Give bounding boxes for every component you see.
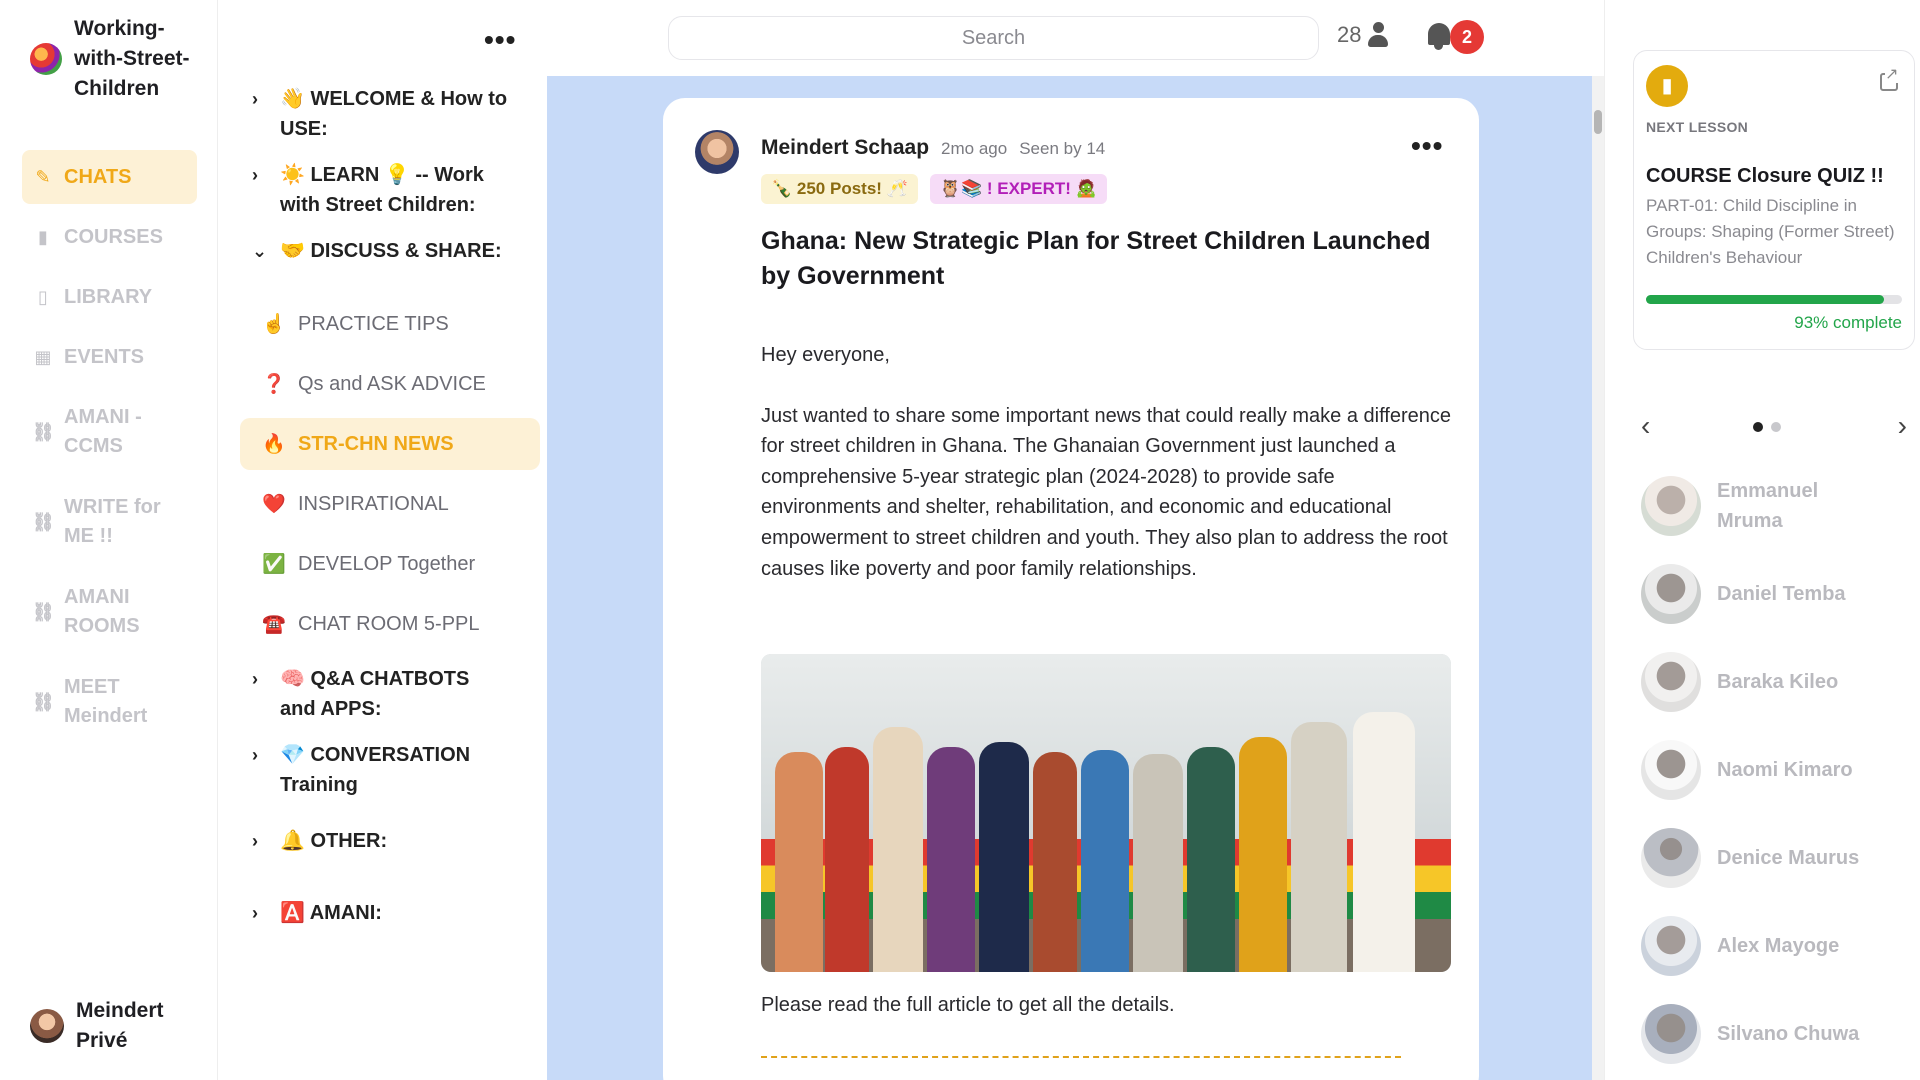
avatar	[1641, 476, 1701, 536]
member-name: Silvano Chuwa	[1717, 1023, 1860, 1045]
search-input[interactable]: Search	[668, 16, 1319, 60]
post-image[interactable]	[761, 654, 1451, 972]
nav-item-amani-rooms[interactable]	[22, 570, 197, 654]
link-icon: ⛓	[32, 601, 55, 622]
lesson-progress-bar	[1646, 295, 1902, 304]
list-item[interactable]	[1641, 726, 1911, 814]
current-user-name: Meindert Privé	[76, 999, 164, 1052]
channel-group-other[interactable]	[240, 826, 540, 898]
nav-item-label: LIBRARY	[64, 285, 153, 308]
chevron-left-icon[interactable]: ‹	[1641, 410, 1651, 441]
member-name: Denice Maurus	[1717, 847, 1860, 869]
current-user[interactable]	[30, 996, 186, 1056]
online-count: 28	[1337, 22, 1362, 47]
avatar	[1641, 828, 1701, 888]
channel-label: PRACTICE TIPS	[298, 312, 449, 335]
list-item[interactable]	[1641, 814, 1911, 902]
list-item[interactable]	[1641, 990, 1911, 1078]
posts-badge: 🍾 250 Posts! 🥂	[761, 174, 918, 204]
lesson-progress-fill	[1646, 295, 1884, 304]
chevron-right-icon: ›	[252, 831, 258, 851]
members-carousel-controls	[1633, 412, 1915, 442]
carousel-dot[interactable]	[1771, 422, 1781, 432]
avatar	[30, 1009, 64, 1043]
link-icon: ⛓	[32, 691, 55, 712]
avatar	[1641, 916, 1701, 976]
calendar-icon: ▦	[34, 346, 52, 367]
channel-group-amani[interactable]	[240, 898, 540, 938]
channel-label: DEVELOP Together	[298, 552, 476, 575]
post-header	[761, 136, 1105, 160]
chevron-right-icon: ›	[252, 165, 258, 185]
channel-group-discuss[interactable]	[240, 236, 540, 298]
next-lesson-card[interactable]	[1633, 50, 1915, 350]
nav-item-label: AMANI ROOMS	[64, 586, 140, 637]
post-paragraph: Just wanted to share some important news that could really make a difference for street children in Ghana. The Ghanaian Government just launched a comprehensive 5-year strategic plan (2024-2028) to provide safe environments and shelter, rehabilitation, and economic and educational empowerment to street children and youth. They also plan to address the root causes like poverty and poor family relationships.	[761, 404, 1451, 580]
nav-item-courses[interactable]	[22, 210, 197, 264]
nav-item-meet-meindert[interactable]	[22, 660, 197, 744]
lesson-kicker: NEXT LESSON	[1646, 119, 1749, 135]
list-item[interactable]	[1641, 462, 1911, 550]
heart-icon: ❤️	[262, 494, 286, 515]
member-name: Emmanuel Mruma	[1717, 480, 1819, 532]
channel-chat-room[interactable]	[240, 598, 540, 650]
list-item[interactable]	[1641, 902, 1911, 990]
member-name: Alex Mayoge	[1717, 935, 1840, 957]
channel-list-panel	[218, 0, 547, 1080]
channel-label: CHAT ROOM 5-PPL	[298, 612, 480, 635]
member-name: Naomi Kimaro	[1717, 759, 1853, 781]
channel-label: Qs and ASK ADVICE	[298, 372, 486, 395]
top-bar	[547, 0, 1604, 76]
scrollbar-thumb[interactable]	[1594, 110, 1602, 134]
channel-practice-tips[interactable]	[240, 298, 540, 350]
channel-str-chn-news[interactable]	[240, 418, 540, 470]
channel-group-label: CONVERSATION Training	[280, 744, 471, 796]
channel-group-learn[interactable]	[240, 160, 540, 236]
notification-badge[interactable]: 2	[1450, 20, 1484, 54]
more-options-icon[interactable]: •••	[484, 24, 517, 55]
left-rail	[0, 0, 218, 1080]
avatar	[1641, 1004, 1701, 1064]
sun-icon: ☀️	[280, 164, 305, 186]
channel-group-label: AMANI:	[309, 902, 382, 924]
channel-group-label: DISCUSS & SHARE:	[310, 240, 502, 262]
channel-inspirational[interactable]	[240, 478, 540, 530]
member-name: Daniel Temba	[1717, 583, 1846, 605]
channel-group-label: Q&A CHATBOTS and APPS:	[280, 668, 470, 720]
chevron-right-icon: ›	[252, 89, 258, 109]
post-footer-text: Please read the full article to get all the details.	[761, 994, 1175, 1016]
nav-item-label: MEET Meindert	[64, 676, 148, 727]
chevron-down-icon: ⌄	[252, 241, 268, 261]
channel-label: STR-CHN NEWS	[298, 432, 454, 455]
chevron-right-icon: ›	[252, 669, 258, 689]
feed-panel	[547, 0, 1604, 1080]
book-icon: ▮	[38, 226, 48, 247]
workspace-brand[interactable]	[30, 14, 194, 104]
carousel-dot-active[interactable]	[1753, 422, 1763, 432]
list-item[interactable]	[1641, 638, 1911, 726]
carousel-dots	[1753, 422, 1781, 432]
check-box-icon: ✅	[262, 554, 286, 575]
channel-group-label: WELCOME & How to USE:	[280, 88, 508, 140]
nav-item-write-for-me[interactable]	[22, 480, 197, 564]
list-item[interactable]	[1641, 550, 1911, 638]
avatar	[1641, 564, 1701, 624]
workspace-name: Working-with-Street-Children	[74, 17, 190, 100]
post-title: Ghana: New Strategic Plan for Street Children Launched by Government	[761, 227, 1431, 290]
post-seen-by[interactable]: Seen by 14	[1019, 139, 1106, 158]
post-card	[663, 98, 1479, 1080]
avatar	[1641, 652, 1701, 712]
nav-item-label: AMANI - CCMS	[64, 406, 142, 457]
letter-a-icon: 🅰️	[280, 902, 305, 924]
lesson-title: COURSE Closure QUIZ !!	[1646, 165, 1884, 187]
document-icon: ▯	[38, 286, 48, 307]
workspace-logo	[30, 43, 62, 75]
channel-group-qa-chatbots[interactable]	[240, 664, 540, 740]
nav-item-events[interactable]	[22, 330, 197, 384]
avatar	[1641, 740, 1701, 800]
channel-group-label: OTHER:	[310, 830, 388, 852]
nav-item-label: WRITE for ME !!	[64, 496, 161, 547]
lesson-subtitle: PART-01: Child Discipline in Groups: Shaping (Former Street) Children's Behaviour	[1646, 196, 1895, 267]
pointing-finger-icon: ☝️	[262, 314, 286, 335]
feed-scrollbar[interactable]	[1592, 76, 1604, 1080]
channel-qs-ask-advice[interactable]	[240, 358, 540, 410]
pencil-icon: ✎	[35, 166, 51, 187]
member-name: Baraka Kileo	[1717, 671, 1839, 693]
nav-item-label: COURSES	[64, 225, 163, 248]
feed-scroll-area	[547, 76, 1604, 1080]
handshake-icon: 🤝	[280, 240, 305, 262]
nav-item-library[interactable]	[22, 270, 197, 324]
post-greeting: Hey everyone,	[761, 344, 890, 366]
brain-icon: 🧠	[280, 668, 305, 690]
channel-group-conversation[interactable]	[240, 740, 540, 826]
lesson-progress-label: 93% complete	[1794, 313, 1902, 332]
nav-item-label: EVENTS	[64, 345, 145, 368]
person-icon	[1367, 22, 1389, 48]
channel-group-label: LEARN 💡 -- Work with Street Children:	[280, 164, 484, 216]
avatar[interactable]	[695, 130, 739, 174]
main-nav	[22, 150, 197, 750]
telephone-icon: ☎️	[262, 614, 286, 635]
question-mark-icon: ❓	[262, 374, 286, 395]
link-icon: ⛓	[32, 511, 55, 532]
channel-label: INSPIRATIONAL	[298, 492, 449, 515]
article-link[interactable]	[761, 1050, 1401, 1058]
nav-item-chats[interactable]	[22, 150, 197, 204]
chevron-right-icon: ›	[252, 903, 258, 923]
right-panel	[1604, 0, 1920, 1080]
author-badges	[761, 174, 1107, 204]
channel-develop-together[interactable]	[240, 538, 540, 590]
chevron-right-icon[interactable]: ›	[1897, 410, 1907, 441]
post-more-icon[interactable]: •••	[1411, 130, 1444, 161]
post-time: 2mo ago	[941, 139, 1008, 158]
wave-icon: 👋	[280, 88, 305, 110]
online-members[interactable]	[1337, 22, 1389, 48]
gem-icon: 💎	[280, 744, 305, 766]
external-link-icon[interactable]	[1880, 73, 1898, 91]
post-body	[761, 340, 1451, 614]
channel-list	[240, 84, 540, 938]
expert-badge: 🦉📚 ! EXPERT! 🧟	[930, 174, 1107, 204]
member-list	[1641, 462, 1911, 1078]
nav-item-amani-ccms[interactable]	[22, 390, 197, 474]
fire-icon: 🔥	[262, 434, 286, 455]
chevron-right-icon: ›	[252, 745, 258, 765]
channel-group-welcome[interactable]	[240, 84, 540, 160]
bell-icon: 🔔	[280, 830, 305, 852]
link-icon: ⛓	[32, 421, 55, 442]
nav-item-label: CHATS	[64, 165, 132, 188]
course-icon: ▮	[1646, 65, 1688, 107]
post-author[interactable]: Meindert Schaap	[761, 136, 930, 159]
